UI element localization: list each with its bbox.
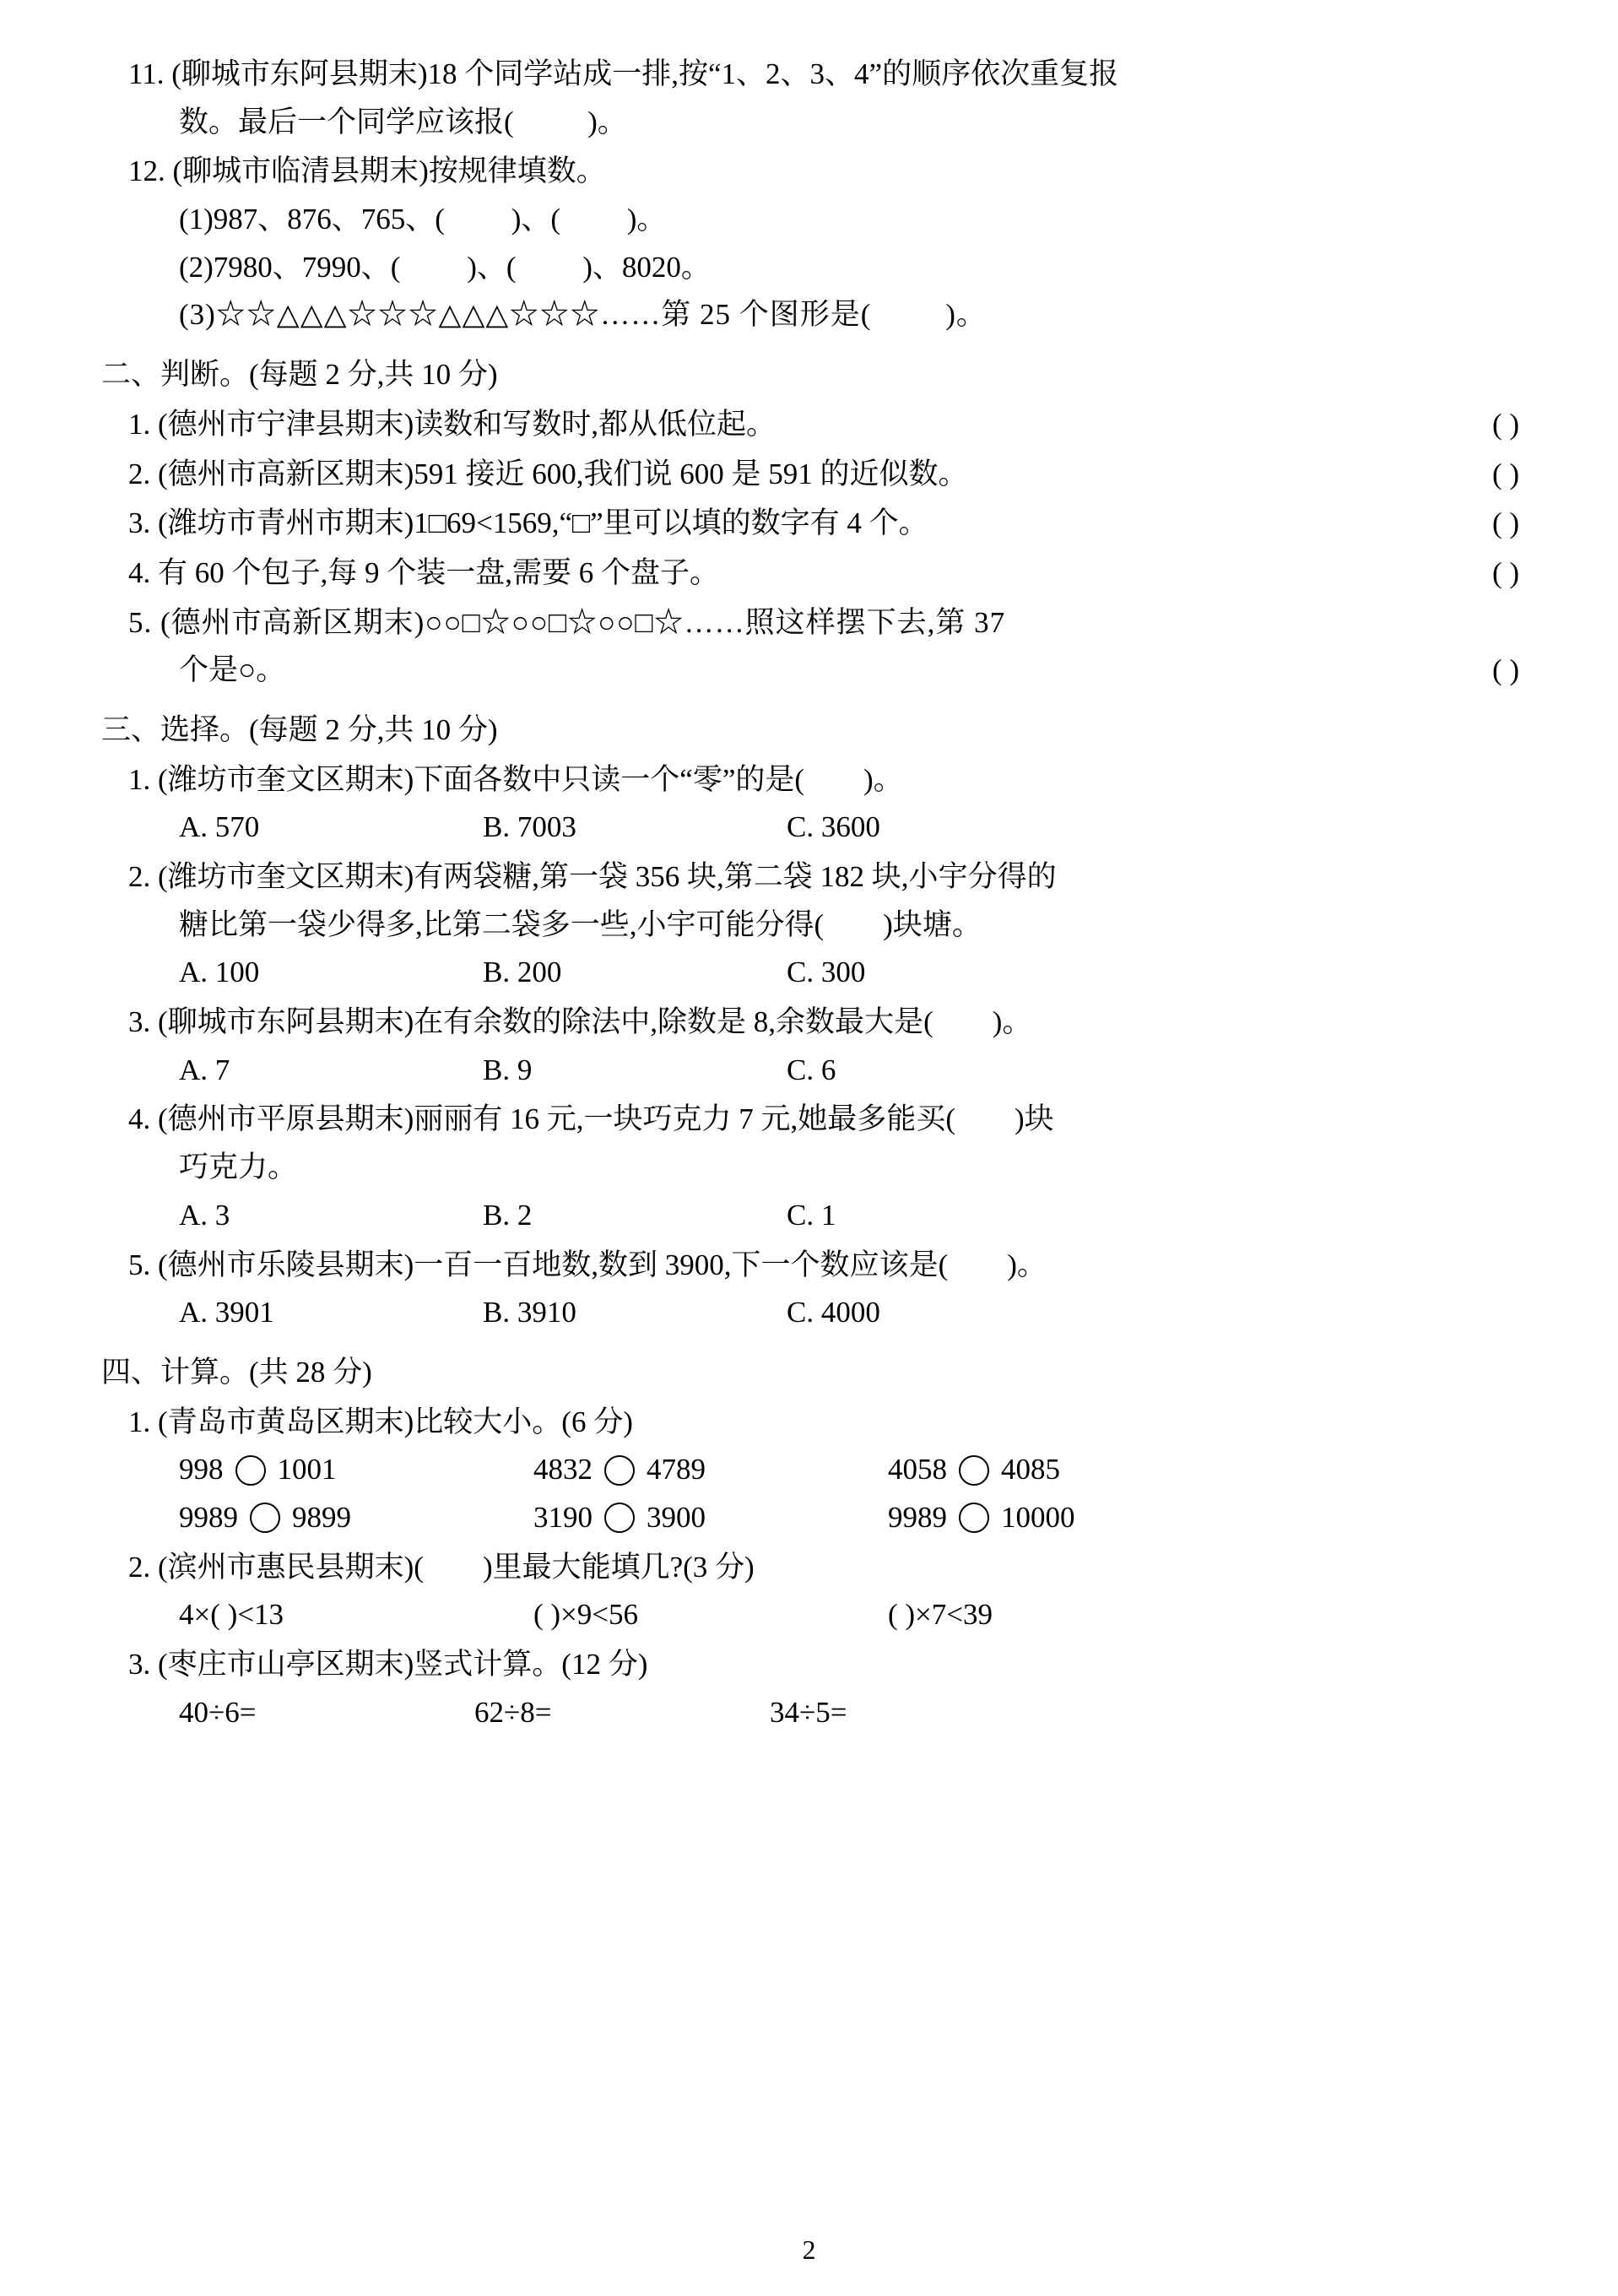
option-a[interactable]: A. 7 (179, 1053, 230, 1086)
compare-circle-icon[interactable] (959, 1455, 989, 1486)
option-b[interactable]: B. 200 (483, 956, 562, 989)
section-two-item-1-answer[interactable]: ( ) (1491, 407, 1519, 441)
compare-left: 4058 (888, 1453, 947, 1486)
section-two-title: 二、判断。(每题 2 分,共 10 分) (101, 358, 498, 392)
compare-pair[interactable] (179, 1494, 533, 1542)
compare-circle-icon[interactable] (235, 1455, 266, 1486)
section-three-item-2 (101, 853, 1519, 997)
calc-row (101, 1689, 1519, 1737)
compare-pair[interactable] (533, 1494, 888, 1542)
option-a[interactable]: A. 3 (179, 1198, 230, 1232)
compare-pair[interactable] (533, 1446, 888, 1494)
compare-left: 4832 (533, 1453, 593, 1486)
section-two-item-5-line2: 个是○。 (179, 653, 286, 687)
section-two-item-2 (101, 451, 1519, 499)
question-12 (101, 148, 1519, 339)
section-four-item-1 (101, 1399, 1519, 1542)
section-three-item-3-stem: 3. (聊城市东阿县期末)在有余数的除法中,除数是 8,余数最大是( )。 (128, 1005, 1032, 1039)
section-two-item-4-answer[interactable]: ( ) (1491, 555, 1519, 589)
section-three-item-5-options (101, 1289, 1519, 1337)
compare-right: 1001 (277, 1453, 337, 1486)
question-12-sub2: (2)7980、7990、( )、( )、8020。 (179, 250, 711, 284)
section-three-item-4-stem: 4. (德州市平原县期末)丽丽有 16 元,一块巧克力 7 元,她最多能买( )块 (128, 1102, 1054, 1136)
section-four-title: 四、计算。(共 28 分) (101, 1355, 372, 1389)
section-three-item-2-options (101, 949, 1519, 997)
question-12-sub3: (3)☆☆△△△☆☆☆△△△☆☆☆……第 25 个图形是( )。 (179, 298, 987, 332)
option-c[interactable]: C. 6 (787, 1053, 836, 1086)
section-four-item-3-stem: 3. (枣庄市山亭区期末)竖式计算。(12 分) (128, 1648, 648, 1681)
section-four-item-2-stem: 2. (滨州市惠民县期末)( )里最大能填几?(3 分) (128, 1550, 755, 1584)
compare-right: 10000 (1001, 1500, 1075, 1534)
compare-row-1 (101, 1446, 1519, 1494)
section-three-item-5-stem: 5. (德州市乐陵县期末)一百一百地数,数到 3900,下一个数应该是( )。 (128, 1248, 1047, 1281)
question-12-line1: 12. (聊城市临清县期末)按规律填数。 (128, 154, 606, 188)
compare-right: 9899 (292, 1500, 351, 1534)
section-two-item-1 (101, 401, 1519, 449)
compare-right: 4085 (1001, 1453, 1060, 1486)
section-three-item-4-stem2: 巧克力。 (179, 1151, 298, 1184)
option-a[interactable]: A. 3901 (179, 1296, 274, 1329)
section-two-item-4 (101, 550, 1519, 598)
compare-circle-icon[interactable] (959, 1503, 989, 1533)
compare-left: 3190 (533, 1500, 593, 1534)
option-c[interactable]: C. 1 (787, 1198, 836, 1232)
compare-circle-icon[interactable] (604, 1503, 635, 1533)
compare-pair[interactable] (888, 1446, 1242, 1494)
fill-row (101, 1591, 1519, 1639)
compare-circle-icon[interactable] (604, 1455, 635, 1486)
section-two-item-5-text: 5. (德州市高新区期末)○○□☆○○□☆○○□☆……照这样摆下去,第 37 (128, 605, 1006, 639)
fill-expression[interactable]: ( )×7<39 (888, 1598, 993, 1632)
compare-left: 998 (179, 1453, 224, 1486)
section-three-item-4 (101, 1096, 1519, 1239)
option-b[interactable]: B. 2 (483, 1198, 533, 1232)
compare-pair[interactable] (179, 1446, 533, 1494)
section-two-item-5 (101, 599, 1519, 695)
section-three-title: 三、选择。(每题 2 分,共 10 分) (101, 712, 498, 746)
section-four-item-2 (101, 1544, 1519, 1639)
compare-circle-icon[interactable] (250, 1503, 280, 1533)
page-content (101, 51, 1519, 1736)
question-12-sub1: (1)987、876、765、( )、( )。 (179, 203, 667, 236)
fill-expression[interactable]: ( )×9<56 (533, 1598, 639, 1632)
compare-left: 9989 (888, 1500, 947, 1534)
calc-expression[interactable]: 34÷5= (770, 1695, 847, 1729)
calc-expression[interactable]: 40÷6= (179, 1695, 257, 1729)
section-two-item-2-answer[interactable]: ( ) (1491, 457, 1519, 490)
option-c[interactable]: C. 3600 (787, 810, 880, 844)
section-two-item-3 (101, 500, 1519, 548)
question-11 (101, 51, 1519, 146)
question-11-line2: 数。最后一个同学应该报( )。 (179, 105, 627, 138)
section-four-item-3 (101, 1641, 1519, 1736)
section-three-item-2-stem: 2. (潍坊市奎文区期末)有两袋糖,第一袋 356 块,第二袋 182 块,小宇分得的 (128, 860, 1057, 893)
compare-right: 4789 (647, 1453, 706, 1486)
section-two-item-4-text: 4. 有 60 个包子,每 9 个装一盘,需要 6 个盘子。 (128, 555, 720, 589)
option-c[interactable]: C. 300 (787, 956, 866, 989)
option-b[interactable]: B. 9 (483, 1053, 533, 1086)
option-a[interactable]: A. 570 (179, 810, 260, 844)
section-two-item-5-answer[interactable]: ( ) (1491, 653, 1519, 687)
section-two-item-3-answer[interactable]: ( ) (1491, 506, 1519, 540)
section-two-item-3-text: 3. (潍坊市青州市期末)1□69<1569,“□”里可以填的数字有 4 个。 (128, 506, 928, 540)
section-three-item-1-options (101, 804, 1519, 852)
compare-right: 3900 (647, 1500, 706, 1534)
option-a[interactable]: A. 100 (179, 956, 260, 989)
section-three-item-2-stem2: 糖比第一袋少得多,比第二袋多一些,小宇可能分得( )块塘。 (179, 907, 982, 941)
section-two-item-1-text: 1. (德州市宁津县期末)读数和写数时,都从低位起。 (128, 407, 777, 441)
compare-left: 9989 (179, 1500, 238, 1534)
fill-expression[interactable]: 4×( )<13 (179, 1598, 284, 1632)
option-c[interactable]: C. 4000 (787, 1296, 880, 1329)
section-three-item-1-stem: 1. (潍坊市奎文区期末)下面各数中只读一个“零”的是( )。 (128, 762, 903, 796)
section-two-item-2-text: 2. (德州市高新区期末)591 接近 600,我们说 600 是 591 的近似数。 (128, 457, 968, 490)
section-three-item-3 (101, 999, 1519, 1094)
compare-row-2 (101, 1494, 1519, 1542)
section-three-item-1 (101, 756, 1519, 852)
section-three-item-4-options (101, 1192, 1519, 1240)
calc-expression[interactable]: 62÷8= (474, 1695, 552, 1729)
page-number: 2 (802, 2234, 816, 2265)
section-three-item-5 (101, 1242, 1519, 1337)
section-four-item-1-stem: 1. (青岛市黄岛区期末)比较大小。(6 分) (128, 1405, 633, 1438)
compare-pair[interactable] (888, 1494, 1242, 1542)
question-11-line1: 11. (聊城市东阿县期末)18 个同学站成一排,按“1、2、3、4”的顺序依次重复报 (128, 57, 1119, 90)
option-b[interactable]: B. 3910 (483, 1296, 576, 1329)
option-b[interactable]: B. 7003 (483, 810, 576, 844)
section-three-item-3-options (101, 1047, 1519, 1095)
